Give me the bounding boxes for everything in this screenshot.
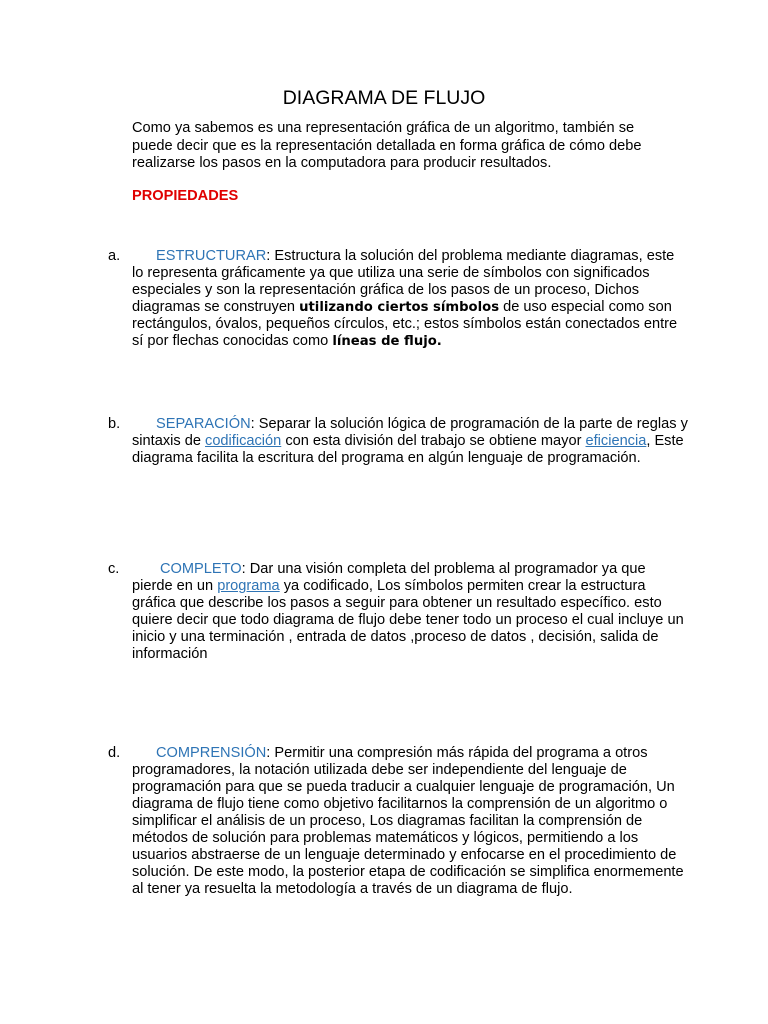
list-letter: c. bbox=[108, 561, 120, 577]
term-completo: COMPLETO bbox=[160, 561, 242, 577]
list-item-body bbox=[132, 248, 688, 350]
bold-text: utilizando ciertos símbolos bbox=[299, 300, 500, 315]
list-item-completo bbox=[108, 561, 688, 663]
item-text: : Estructura la solución del problema mediante diagramas, este lo representa gráficamente ya que utiliza una serie de símbolos con significados especiales y son la representación gráfica de los pasos de un proceso, Dichos diagramas se construyen bbox=[132, 248, 675, 315]
document-title: DIAGRAMA DE FLUJO bbox=[282, 87, 486, 109]
list-item-estructurar bbox=[108, 248, 688, 350]
item-text: : Dar una visión completa del problema al programador ya que pierde en un bbox=[132, 561, 646, 594]
list-item-body bbox=[132, 416, 688, 467]
link-eficiencia[interactable]: eficiencia bbox=[585, 433, 647, 449]
list-item-comprension bbox=[108, 745, 688, 898]
bold-text: líneas de flujo. bbox=[332, 334, 442, 349]
item-text: : Separar la solución lógica de programación de la parte de reglas y sintaxis de bbox=[132, 416, 688, 449]
link-programa[interactable]: programa bbox=[217, 578, 280, 594]
item-text: de uso especial como son rectángulos, óvalos, pequeños círculos, etc.; estos símbolos están conectados entre sí por flechas conocidas como bbox=[132, 299, 678, 349]
list-letter: a. bbox=[108, 248, 121, 264]
item-text: con esta división del trabajo se obtiene mayor bbox=[281, 433, 586, 449]
list-letter: b. bbox=[108, 416, 121, 432]
term-separacion: SEPARACIÓN bbox=[156, 416, 251, 432]
section-heading: PROPIEDADES bbox=[132, 188, 239, 204]
term-comprension: COMPRENSIÓN bbox=[156, 745, 267, 761]
term-estructurar: ESTRUCTURAR bbox=[156, 248, 267, 264]
list-item-body bbox=[132, 561, 688, 663]
item-text: , Este diagrama facilita la escritura del programa en algún lenguaje de programación. bbox=[132, 433, 684, 466]
intro-paragraph: Como ya sabemos es una representación gráfica de un algoritmo, también se puede decir que es la representación detallada en forma gráfica de cómo debe realizarse los pasos en la computadora para producir resultados. bbox=[132, 120, 642, 171]
item-text: : Permitir una compresión más rápida del programa a otros programadores, la notación utilizada debe ser independiente del lenguaje de programación para que se pueda traducir a cualquier lenguaje de programación, Un diagrama de flujo tiene como objetivo facilitarnos la comprensión de un algoritmo o simplificar el análisis de un proceso, Los diagramas facilitan la comprensión de métodos de solución para problemas matemáticos y lógicos, permitiendo a los usuarios abstraerse de un lenguaje determinado y enfocarse en el procedimiento de solución. De este modo, la posterior etapa de codificación se simplifica enormemente al tener ya resuelta la metodología a través de un diagrama de flujo. bbox=[132, 745, 684, 897]
list-item-body bbox=[132, 745, 688, 898]
item-text: ya codificado, Los símbolos permiten crear la estructura gráfica que describe los pasos a seguir para obtener un resultado específico. esto quiere decir que todo diagrama de flujo debe tener todo un proceso el cual incluye un inicio y una terminación , entrada de datos ,proceso de datos , decisión, salida de información bbox=[132, 578, 684, 662]
list-letter: d. bbox=[108, 745, 121, 761]
list-item-separacion bbox=[108, 416, 688, 467]
link-codificacion[interactable]: codificación bbox=[205, 433, 282, 449]
